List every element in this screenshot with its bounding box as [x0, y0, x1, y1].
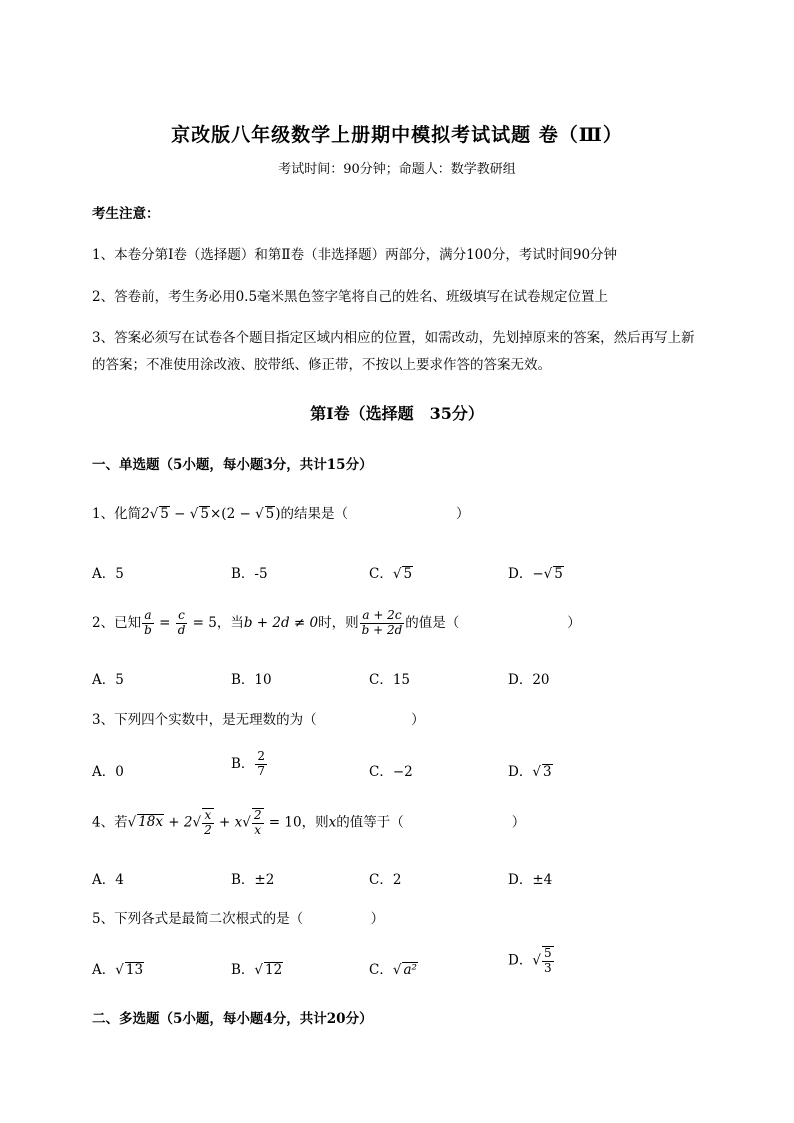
- section-1-title: 第I卷（选择题 35分）: [310, 404, 484, 423]
- q1-option-b: B．-5: [231, 566, 268, 582]
- q3-option-c: C．−2: [369, 764, 413, 780]
- q2-option-b: B．10: [231, 672, 272, 688]
- radical: 5: [160, 506, 169, 522]
- question-3: 3、下列四个实数中，是无理数的为（ ）: [92, 712, 425, 728]
- question-5: 5、下列各式是最简二次根式的是（ ）: [92, 911, 385, 927]
- question-1: 1、化简2√ 5 − √ 5×(2 − √ 5)的结果是（ ）: [92, 506, 470, 522]
- part-1-heading: 一、单选题（5小题，每小题3分，共计15分）: [92, 457, 373, 473]
- q4-option-a: A．4: [92, 872, 124, 888]
- q5-option-c: C．√ a²: [369, 962, 417, 978]
- q5-option-d: D．√ $\frac{5}{3}$: [508, 946, 552, 975]
- q3-option-d: D．√ 3: [508, 764, 552, 780]
- q4-option-c: C．2: [369, 872, 402, 888]
- q3-option-b: B． $\frac{2}{7}$: [231, 749, 266, 778]
- q4-option-b: B．±2: [231, 872, 275, 888]
- q2-option-c: C．15: [369, 672, 411, 688]
- q2-option-a: A．5: [92, 672, 124, 688]
- part-2-heading: 二、多选题（5小题，每小题4分，共计20分）: [92, 1011, 373, 1027]
- q3-option-a: A．0: [92, 764, 124, 780]
- q1-option-a: A．5: [92, 566, 124, 582]
- notice-item-3: 3、答案必须写在试卷各个题目指定区域内相应的位置，如需改动，先划掉原来的答案，然后再写上新: [92, 330, 695, 346]
- q2-option-d: D．20: [508, 672, 550, 688]
- notice-item-1: 1、本卷分第I卷（选择题）和第Ⅱ卷（非选择题）两部分，满分100分，考试时间90分钟: [92, 247, 618, 263]
- page-subtitle: 考试时间：90分钟；命题人：数学教研组: [278, 162, 516, 177]
- notice-item-2: 2、答卷前，考生务必用0.5毫米黑色签字笔将自己的姓名、班级填写在试卷规定位置上: [92, 289, 609, 305]
- q5-option-a: A．√ 13: [92, 962, 144, 978]
- q1-option-d: D．−√ 5: [508, 566, 563, 582]
- page-title: 京改版八年级数学上册期中模拟考试试题 卷（Ⅲ）: [171, 124, 623, 146]
- notice-heading: 考生注意：: [92, 206, 160, 222]
- question-4: 4、若√ 18x + 2√ $\frac{x}{2}$ + x√ $\frac{2}{x}$ = 10，则x的值等于（ ）: [92, 808, 526, 837]
- notice-item-3-cont: 的答案；不准使用涂改液、胶带纸、修正带，不按以上要求作答的答案无效。: [92, 357, 551, 373]
- question-2: 2、已知 $\frac{a}{b}$ = $\frac{c}{d}$ = 5，当b + 2d ≠ 0时，则 $\frac{a + 2c}{b + 2d}$ 的值是（ ）: [92, 608, 581, 637]
- q4-option-d: D．±4: [508, 872, 553, 888]
- q5-option-b: B．√ 12: [231, 962, 283, 978]
- q1-option-c: C．√ 5: [369, 566, 413, 582]
